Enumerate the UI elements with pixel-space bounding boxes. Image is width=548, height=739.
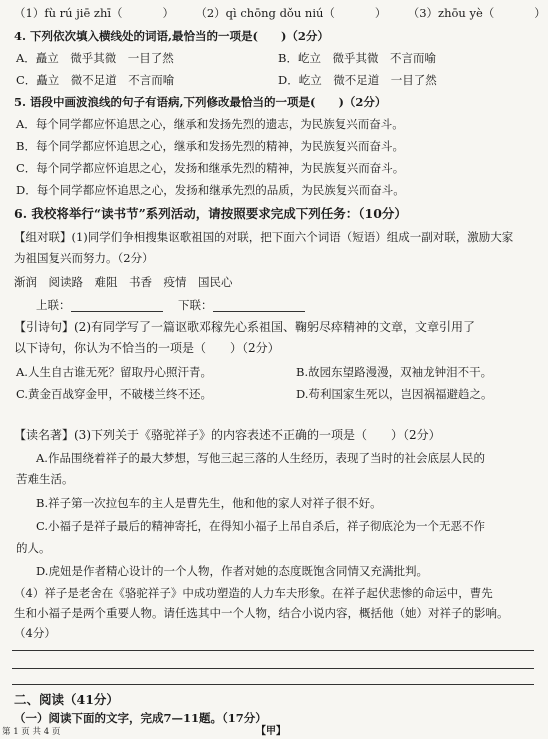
question-4-stem: 4. 下列依次填入横线处的词语,最恰当的一项是( )（2分） xyxy=(14,29,329,43)
novel-option-b: B.祥子第一次拉包车的主人是曹先生，他和他的家人对祥子很不好。 xyxy=(36,496,382,510)
poem-task-line-2: 以下诗句，你认为不恰当的一项是（ ）（2分） xyxy=(14,341,280,355)
q5-option-c: C．每个同学都应怀追思之心，发扬和继承先烈的精神，为民族复兴而奋斗。 xyxy=(16,161,405,175)
poem-option-d: D.苟利国家生死以，岂因祸福避趋之。 xyxy=(296,387,493,401)
lower-couplet-label: 下联： xyxy=(178,298,213,312)
couplet-task-line-1: 【组对联】(1)同学们争相搜集讴歌祖国的对联，把下面六个词语（短语）组成一副对联，激励大家 xyxy=(14,230,514,244)
reading-subsection-title: （一）阅读下面的文字，完成7—11题。（17分） xyxy=(14,711,267,725)
question-6-stem: 6. 我校将举行“读书节”系列活动，请按照要求完成下列任务：（10分） xyxy=(14,206,407,221)
answer-line-2[interactable] xyxy=(12,668,534,669)
q4-option-b: B．屹立 微乎其微 不言而喻 xyxy=(278,51,436,65)
novel-option-a-line-1: A.作品围绕着祥子的最大梦想，写他三起三落的人生经历，表现了当时的社会底层人民的 xyxy=(36,451,485,465)
q5-option-b: B．每个同学都应怀追思之心，继承和发扬先烈的精神，为民族复兴而奋斗。 xyxy=(16,139,404,153)
answer-line-3[interactable] xyxy=(12,684,534,685)
poem-option-c: C.黄金百战穿金甲，不破楼兰终不还。 xyxy=(16,387,213,401)
lower-couplet-blank[interactable] xyxy=(213,301,305,312)
answer-line-1[interactable] xyxy=(12,650,534,651)
pinyin-item-2: （2）qì chōng dǒu niú（ xyxy=(195,6,335,20)
passage-label-jia: 【甲】 xyxy=(256,726,286,737)
lower-couplet-field[interactable] xyxy=(178,298,305,312)
pinyin-row xyxy=(14,6,546,20)
pinyin-item-1: （1）fù rú jiē zhī（ xyxy=(14,6,123,20)
character-task-line-1: （4）祥子是老舍在《骆驼祥子》中成功塑造的人力车夫形象。在祥子起伏悲惨的命运中，曹先 xyxy=(14,586,493,600)
novel-option-d: D.虎妞是作者精心设计的一个人物，作者对她的态度既饱含同情又充满批判。 xyxy=(36,564,428,578)
poem-task-line-1: 【引诗句】(2)有同学写了一篇讴歌邓稼先心系祖国、鞠躬尽瘁精神的文章，文章引用了 xyxy=(14,320,476,334)
reading-section-title: 二、阅读（41分） xyxy=(14,692,119,707)
novel-option-c-line-1: C.小福子是祥子最后的精神寄托，在得知小福子上吊自杀后，祥子彻底沦为一个无恶不作 xyxy=(36,519,486,533)
page-footer: 第 1 页 共 4 页 xyxy=(2,727,61,738)
upper-couplet-blank[interactable] xyxy=(71,301,163,312)
couplet-word-bank: 渐润 阅读路 难阻 书香 疫情 国民心 xyxy=(14,275,233,289)
q5-option-a: A．每个同学都应怀追思之心，继承和发扬先烈的遗志，为民族复兴而奋斗。 xyxy=(16,117,404,131)
character-task-line-2: 生和小福子是两个重要人物。请任选其中一个人物，结合小说内容，概括他（她）对祥子的影响。 xyxy=(14,606,509,620)
pinyin-item-3: （3）zhōu yè（ xyxy=(407,6,495,20)
couplet-task-line-2: 为祖国复兴而努力。（2分） xyxy=(14,251,154,265)
q4-option-a: A．矗立 微乎其微 一目了然 xyxy=(16,51,174,65)
q5-option-d: D．每个同学都应怀追思之心，发扬和继承先烈的品质，为民族复兴而奋斗。 xyxy=(16,183,405,197)
poem-option-b: B.故园东望路漫漫，双袖龙钟泪不干。 xyxy=(296,365,493,379)
q4-option-d: D．屹立 微不足道 一目了然 xyxy=(278,73,437,87)
novel-option-c-line-2: 的人。 xyxy=(16,541,51,555)
pinyin-paren-1: ） xyxy=(162,6,175,20)
novel-option-a-line-2: 苦难生活。 xyxy=(16,472,74,486)
upper-couplet-label: 上联： xyxy=(36,298,71,312)
upper-couplet-field[interactable] xyxy=(36,298,163,312)
novel-task-stem: 【读名著】(3)下列关于《骆驼祥子》的内容表述不正确的一项是（ ）（2分） xyxy=(14,428,441,442)
question-5-stem: 5. 语段中画波浪线的句子有语病,下列修改最恰当的一项是( )（2分） xyxy=(14,95,387,109)
character-task-line-3: （4分） xyxy=(14,626,56,640)
pinyin-paren-3: ） xyxy=(534,6,546,20)
pinyin-paren-2: ） xyxy=(374,6,387,20)
poem-option-a: A.人生自古谁无死？留取丹心照汗青。 xyxy=(16,365,212,379)
q4-option-c: C．矗立 微不足道 不言而喻 xyxy=(16,73,175,87)
